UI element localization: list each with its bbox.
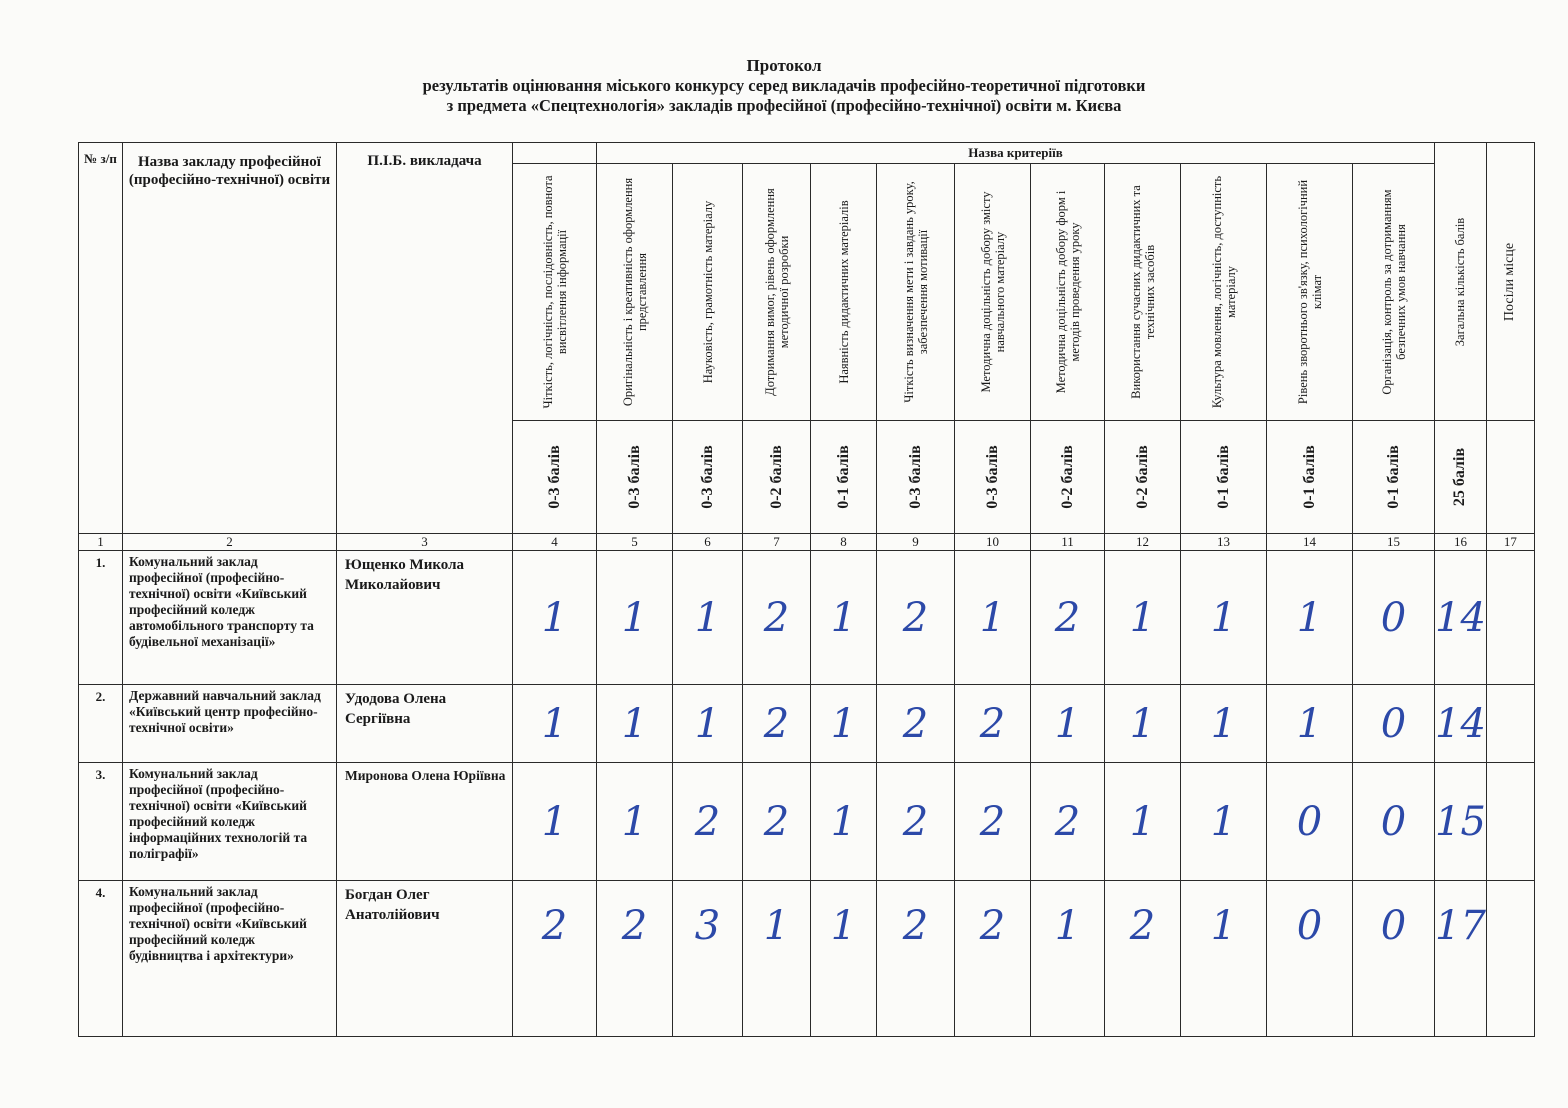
criterion-1: Чіткість, логічність, послідовність, повнота висвітлення інформації	[513, 164, 597, 421]
score-cell: 2	[597, 881, 673, 1037]
points-5: 0-1 балів	[811, 421, 877, 534]
row-number: 2.	[79, 685, 123, 763]
score-cell: 1	[513, 551, 597, 685]
total-score: 14	[1435, 685, 1487, 763]
score-cell: 1	[1267, 685, 1353, 763]
document-subtitle-line1: результатів оцінювання міського конкурсу серед викладачів професійно-теоретичної підготовки	[422, 76, 1146, 95]
criterion-4: Дотримання вимог, рівень оформлення методичної розробки	[743, 164, 811, 421]
place-cell	[1486, 763, 1534, 881]
score-cell: 2	[743, 763, 811, 881]
header-institution: Назва закладу професійної (професійно-технічної) освіти	[123, 143, 337, 534]
place-cell	[1486, 881, 1534, 1037]
header-teacher: П.І.Б. викладача	[337, 143, 513, 534]
score-cell: 2	[877, 551, 955, 685]
score-cell: 0	[1353, 551, 1435, 685]
column-number: 5	[597, 534, 673, 551]
column-number: 17	[1486, 534, 1534, 551]
column-number: 7	[743, 534, 811, 551]
teacher-name: Миронова Олена Юріївна	[337, 763, 513, 881]
header-place: Посіли місце	[1486, 143, 1534, 421]
criterion-6: Чіткість визначення мети і завдань уроку, забезпечення мотивації	[877, 164, 955, 421]
points-11: 0-1 балів	[1267, 421, 1353, 534]
points-total: 25 балів	[1435, 421, 1487, 534]
column-number: 11	[1031, 534, 1105, 551]
score-cell: 2	[743, 551, 811, 685]
teacher-name: Удодова Олена Сергіївна	[337, 685, 513, 763]
score-cell: 1	[1105, 551, 1181, 685]
score-cell: 1	[597, 551, 673, 685]
score-cell: 2	[1105, 881, 1181, 1037]
column-number: 13	[1181, 534, 1267, 551]
criterion-9: Використання сучасних дидактичних та технічних засобів	[1105, 164, 1181, 421]
column-number: 6	[673, 534, 743, 551]
score-cell: 1	[513, 685, 597, 763]
institution-name: Комунальний заклад професійної (професійно-технічної) освіти «Київський професійний коледж будівництва і архітектури»	[123, 881, 337, 1037]
institution-name: Комунальний заклад професійної (професійно-технічної) освіти «Київський професійний коледж інформаційних технологій та поліграфії»	[123, 763, 337, 881]
column-number: 12	[1105, 534, 1181, 551]
points-4: 0-2 балів	[743, 421, 811, 534]
teacher-name: Ющенко Микола Миколайович	[337, 551, 513, 685]
header-total: Загальна кількість балів	[1435, 143, 1487, 421]
score-cell: 0	[1353, 881, 1435, 1037]
score-cell: 1	[811, 685, 877, 763]
points-place	[1486, 421, 1534, 534]
score-cell: 2	[877, 685, 955, 763]
points-12: 0-1 балів	[1353, 421, 1435, 534]
protocol-table	[78, 142, 1535, 1037]
table-row	[79, 881, 1535, 1037]
points-8: 0-2 балів	[1031, 421, 1105, 534]
criterion-3: Науковість, грамотність матеріалу	[673, 164, 743, 421]
column-number: 9	[877, 534, 955, 551]
score-cell: 1	[1031, 881, 1105, 1037]
points-6: 0-3 балів	[877, 421, 955, 534]
score-cell: 1	[1181, 551, 1267, 685]
criterion-7: Методична доцільність добору змісту навчального матеріалу	[955, 164, 1031, 421]
score-cell: 2	[955, 763, 1031, 881]
score-cell: 1	[743, 881, 811, 1037]
score-cell: 0	[1353, 763, 1435, 881]
points-10: 0-1 балів	[1181, 421, 1267, 534]
header-num: № з/п	[79, 143, 123, 534]
score-cell: 3	[673, 881, 743, 1037]
institution-name: Комунальний заклад професійної (професійно-технічної) освіти «Київський професійний коледж автомобільного транспорту та будівельної механізації»	[123, 551, 337, 685]
score-cell: 0	[1267, 881, 1353, 1037]
score-cell: 1	[955, 551, 1031, 685]
total-score: 17	[1435, 881, 1487, 1037]
points-7: 0-3 балів	[955, 421, 1031, 534]
score-cell: 1	[1181, 685, 1267, 763]
score-cell: 1	[1181, 881, 1267, 1037]
score-cell: 2	[743, 685, 811, 763]
column-number: 10	[955, 534, 1031, 551]
row-number: 3.	[79, 763, 123, 881]
score-cell: 1	[811, 551, 877, 685]
score-cell: 1	[1105, 763, 1181, 881]
criterion-12: Організація, контроль за дотриманням безпечних умов навчання	[1353, 164, 1435, 421]
place-cell	[1486, 551, 1534, 685]
table-row	[79, 551, 1535, 685]
score-cell: 0	[1267, 763, 1353, 881]
score-cell: 1	[513, 763, 597, 881]
row-number: 4.	[79, 881, 123, 1037]
score-cell: 1	[597, 763, 673, 881]
criterion-5: Наявність дидактичних матеріалів	[811, 164, 877, 421]
column-number: 8	[811, 534, 877, 551]
score-cell: 1	[673, 551, 743, 685]
criterion-11: Рівень зворотнього зв'язку, психологічний клімат	[1267, 164, 1353, 421]
score-cell: 2	[513, 881, 597, 1037]
document-subtitle-line2: з предмета «Спецтехнологія» закладів професійної (професійно-технічної) освіти м. Києва	[446, 96, 1122, 115]
document-title: Протокол	[746, 56, 822, 75]
column-number: 2	[123, 534, 337, 551]
score-cell: 1	[673, 685, 743, 763]
score-cell: 1	[811, 881, 877, 1037]
criterion-8: Методична доцільність добору форм і методів проведення уроку	[1031, 164, 1105, 421]
score-cell: 2	[1031, 551, 1105, 685]
table-row	[79, 685, 1535, 763]
score-cell: 1	[1031, 685, 1105, 763]
criterion-10: Культура мовлення, логічність, доступність матеріалу	[1181, 164, 1267, 421]
score-cell: 1	[597, 685, 673, 763]
score-cell: 1	[811, 763, 877, 881]
column-number: 14	[1267, 534, 1353, 551]
column-number: 3	[337, 534, 513, 551]
title-block	[0, 56, 1568, 116]
column-number: 1	[79, 534, 123, 551]
table-row	[79, 763, 1535, 881]
points-9: 0-2 балів	[1105, 421, 1181, 534]
total-score: 15	[1435, 763, 1487, 881]
column-number-row	[79, 534, 1535, 551]
header-blank-cell	[513, 143, 597, 164]
points-1: 0-3 балів	[513, 421, 597, 534]
teacher-name: Богдан Олег Анатолійович	[337, 881, 513, 1037]
score-cell: 1	[1267, 551, 1353, 685]
score-cell: 2	[877, 763, 955, 881]
institution-name: Державний навчальний заклад «Київський центр професійно-технічної освіти»	[123, 685, 337, 763]
score-cell: 2	[877, 881, 955, 1037]
place-cell	[1486, 685, 1534, 763]
points-3: 0-3 балів	[673, 421, 743, 534]
column-number: 4	[513, 534, 597, 551]
score-cell: 0	[1353, 685, 1435, 763]
column-number: 15	[1353, 534, 1435, 551]
score-cell: 2	[673, 763, 743, 881]
column-number: 16	[1435, 534, 1487, 551]
score-cell: 2	[955, 881, 1031, 1037]
header-criteria-group: Назва критеріїв	[597, 143, 1435, 164]
criterion-2: Оригінальність і креативність оформлення представлення	[597, 164, 673, 421]
score-cell: 1	[1181, 763, 1267, 881]
score-cell: 2	[1031, 763, 1105, 881]
points-2: 0-3 балів	[597, 421, 673, 534]
total-score: 14	[1435, 551, 1487, 685]
score-cell: 2	[955, 685, 1031, 763]
score-cell: 1	[1105, 685, 1181, 763]
row-number: 1.	[79, 551, 123, 685]
